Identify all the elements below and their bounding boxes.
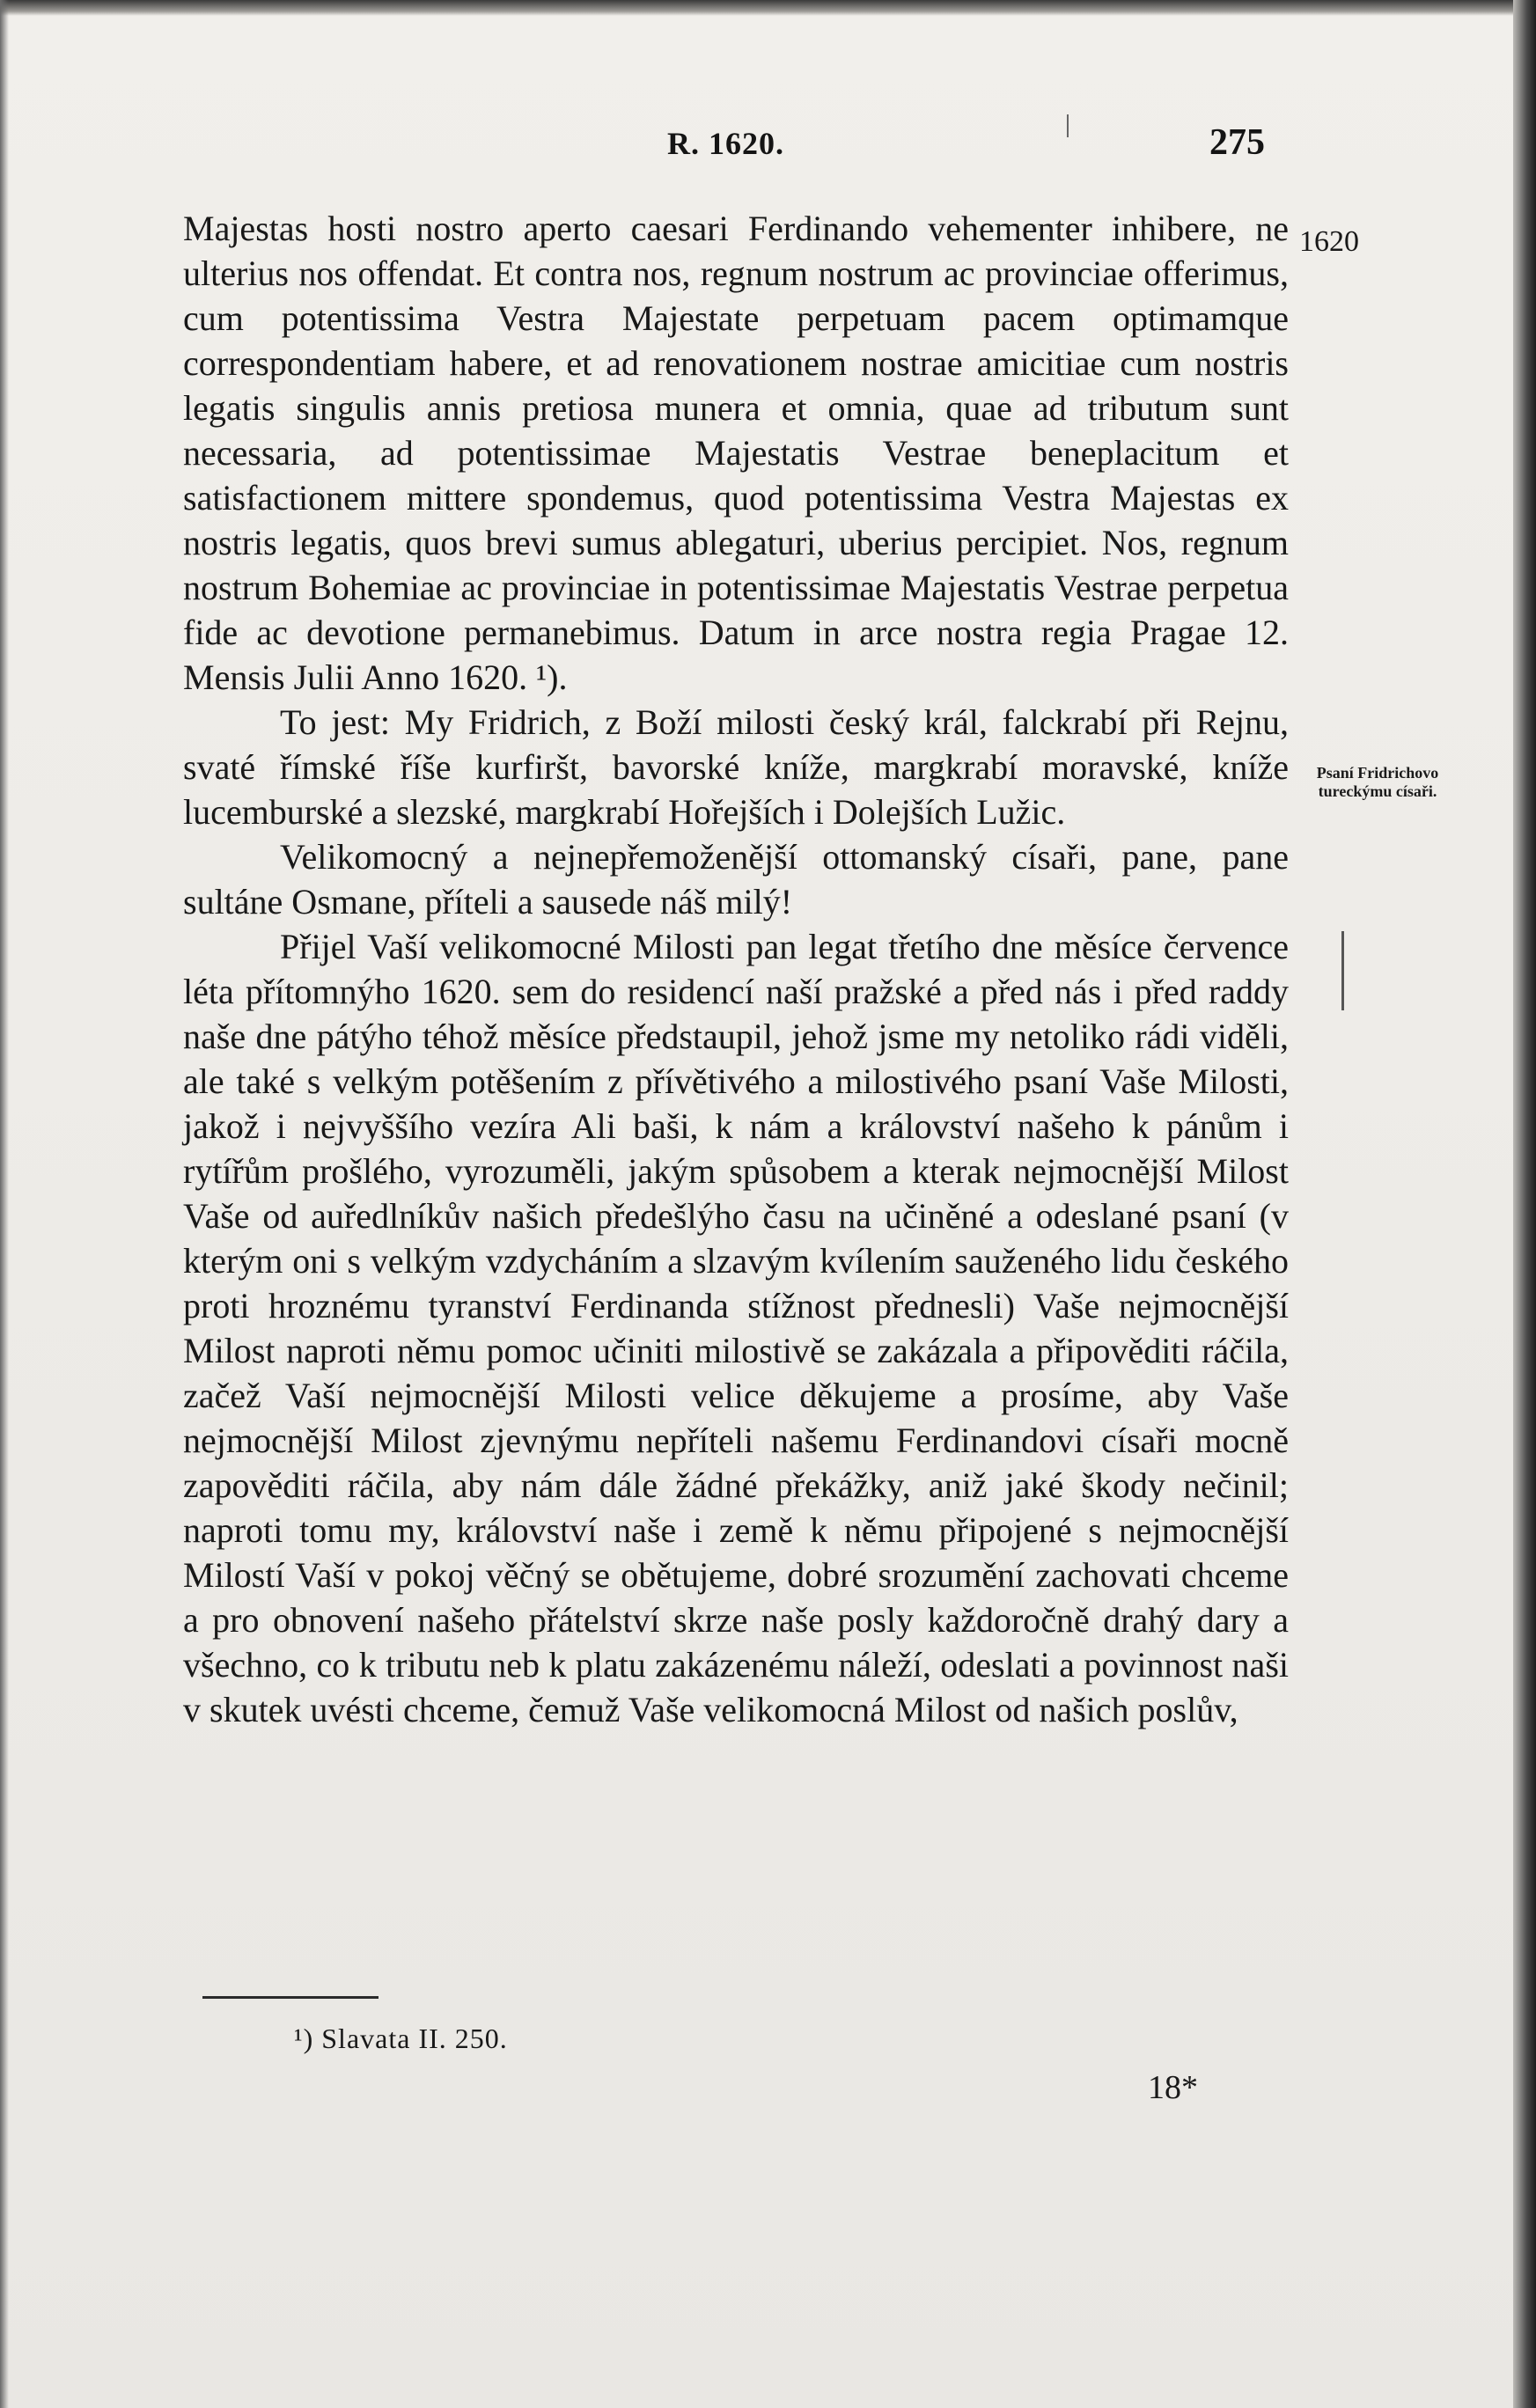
- margin-year: 1620: [1299, 225, 1359, 258]
- scan-edge-left: [0, 0, 9, 2408]
- margin-pencil-mark: [1341, 931, 1344, 1010]
- paragraph-latin: Majestas hosti nostro aperto caesari Ferdinando vehementer inhibere, ne ulterius nos offendat. Et contra nos, regnum nostrum ac provinciae offerimus, cum potentissima Vestra Majestate perpetuam pacem optimamque correspondentiam habere, et ad renovationem nostrae amicitiae cum nostris legatis singulis annis pretiosa munera et omnia, quae ad tributum sunt necessaria, ad potentissimae Majestatis Vestrae beneplacitum et satisfactionem mittere spondemus, quod potentissima Vestra Majestas ex nostris legatis, quos brevi sumus ablegaturi, uberius percipiet. Nos, regnum nostrum Bohemiae ac provinciae in potentissimae Majestatis Vestrae perpetua fide ac devotione permanebimus. Datum in arce nostra regia Pragae 12. Mensis Julii Anno 1620. ¹).: [183, 209, 1289, 697]
- body-text: [183, 206, 1289, 1732]
- margin-note: Psaní Fridrichovo tureckýmu císaři.: [1316, 764, 1439, 800]
- printer-signature-mark: 18*: [1148, 2069, 1198, 2106]
- ink-mark: [1067, 114, 1069, 137]
- footnote-rule: [202, 1996, 378, 1999]
- scan-edge-right: [1513, 0, 1536, 2408]
- paragraph-salutation: Velikomocný a nejnepřemoženější ottomanský císaři, pane, pane sultáne Osmane, příteli a sausede náš milý!: [183, 837, 1289, 921]
- paragraph-letter-body: Přijel Vaší velikomocné Milosti pan legat třetího dne měsíce července léta přítomnýho 1620. sem do residencí naší pražské a před nás i před raddy naše dne pátýho téhož měsíce předstaupil, jehož jsme my netoliko rádi viděli, ale také s velkým potěšením z přívětivého a milostivého psaní Vaše Milosti, jakož i nejvyššího vezíra Ali baši, k nám a království našeho k pánům i rytířům prošlého, vyrozuměli, jakým spůsobem a kterak nejmocnější Milost Vaše od auředlníkův našich předešlýho času na učiněné a odeslané psaní (v kterým oni s velkým vzdycháním a slzavým kvílením sauženého lidu českého proti hroznému tyranství Ferdinanda stížnost přednesli) Vaše nejmocnější Milost naproti němu pomoc učiniti milostivě se zakázala a připověditi ráčila, začež Vaší nejmocnější Milosti velice děkujeme a prosíme, aby Vaše nejmocnější Milost zjevnýmu nepříteli našemu Ferdinandovi císaři mocně zapověditi ráčila, aby nám dále žádné překážky, aniž jaké škody nečinil; naproti tomu my, království naše i země k němu připojené s nejmocnější Milostí Vaší v pokoj věčný se obětujeme, dobré srozumění zachovati chceme a pro obnovení našeho přátelství skrze naše posly každoročně drahý dary a všechno, co k tributu neb k platu zakázenému náleží, odeslati a povinnost naši v skutek uvésti chceme, čemuž Vaše velikomocná Milost od našich poslův,: [183, 927, 1289, 1729]
- footnote: ¹) Slavata II. 250.: [294, 2023, 508, 2054]
- page-number: 275: [1209, 122, 1265, 163]
- paragraph-to-jest: To jest: My Fridrich, z Boží milosti český král, falckrabí při Rejnu, svaté římské říše kurfiršt, bavorské kníže, margkrabí moravské, kníže lucemburské a slezské, margkrabí Hořejších i Dolejších Lužic.: [183, 702, 1289, 832]
- running-header-year: R. 1620.: [667, 126, 784, 161]
- scan-edge-top: [0, 0, 1536, 16]
